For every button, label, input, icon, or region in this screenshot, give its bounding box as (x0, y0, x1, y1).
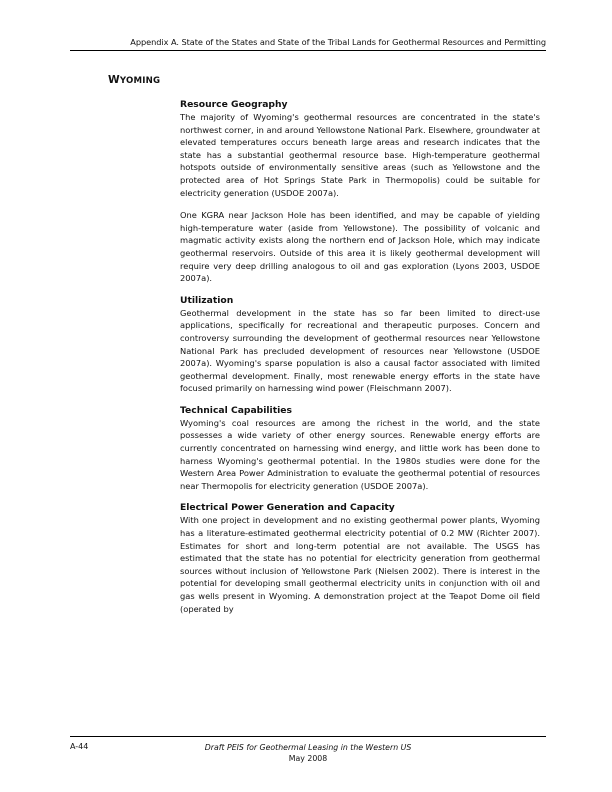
footer-divider (70, 736, 546, 737)
heading-utilization: Utilization (180, 294, 234, 306)
footer-info (150, 742, 466, 764)
heading-electrical-power: Electrical Power Generation and Capacity (180, 502, 395, 514)
main-content (180, 98, 540, 625)
section-title (108, 74, 160, 86)
paragraph-utilization-1: Geothermal development in the state has so far been limited to direct-use applications, specifically for recreational and therapeutic purposes. Concern and controversy surrounding the development of geothermal resources near Yellowstone National Park has precluded development of resources near Yellowstone (USDOE 2007a). Wyoming's sparse population is also a causal factor associated with limited geothermal development. Finally, most renewable energy efforts in the state have focused primarily on harnessing wind power (Fleischmann 2007). (180, 307, 540, 394)
footer-date: May 2008 (288, 754, 328, 763)
paragraph-resource-geography-2: One KGRA near Jackson Hole has been identified, and may be capable of yielding high-temperature water (aside from Yellowstone). The possibility of volcanic and magmatic activity exists along the northern end of Jackson Hole, which may indicate geothermal reservoirs. Outside of this area it is likely geothermal development will require very deep drilling analogous to oil and gas exploration (Lyons 2003, USDOE 2007a). (180, 210, 540, 284)
section-title-rest: YOMING (119, 76, 161, 86)
section-title-initial: W (108, 74, 120, 86)
paragraph-technical-capabilities-1: Wyoming's coal resources are among the richest in the world, and the state possesses a wide variety of other energy sources. Renewable energy efforts are currently concentrated on harnessing wind energy, and little work has been done to harness Wyoming's geothermal potential. In the 1980s studies were done for the Western Area Power Administration to evaluate the geothermal potential of resources near Thermopolis for electricity generation (USDOE 2007a). (180, 417, 540, 491)
page-number: A-44 (70, 742, 89, 751)
heading-resource-geography: Resource Geography (180, 99, 288, 110)
running-header: Appendix A. State of the States and State of the Tribal Lands for Geothermal Resources and Permitting (130, 37, 546, 47)
heading-technical-capabilities: Technical Capabilities (180, 404, 292, 416)
paragraph-resource-geography-1: The majority of Wyoming's geothermal resources are concentrated in the state's northwest corner, in and around Yellowstone National Park. Elsewhere, groundwater at elevated temperatures occurs beneath large areas and research indicates that the state has a substantial geothermal resource base. High-temperature geothermal hotspots outside of environmentally sensitive areas (such as Yellowstone and the protected area of Hot Springs State Park in Thermopolis) could be suitable for electricity generation (USDOE 2007a). (180, 112, 540, 198)
paragraph-electrical-power-1: With one project in development and no existing geothermal power plants, Wyoming has a literature-estimated geothermal electricity potential of 0.2 MW (Richter 2007). Estimates for short and long-term potential are not available. The USGS has estimated that the state has no potential for electricity generation from geothermal sources without inclusion of Yellowstone Park (Nielsen 2002). There is interest in the potential for developing small geothermal electricity units in conjunction with oil and gas wells present in Wyoming. A demonstration project at the Teapot Dome oil field (operated by (180, 515, 540, 614)
footer-document-title: Draft PEIS for Geothermal Leasing in the Western US (204, 743, 412, 752)
header-divider (70, 50, 546, 51)
